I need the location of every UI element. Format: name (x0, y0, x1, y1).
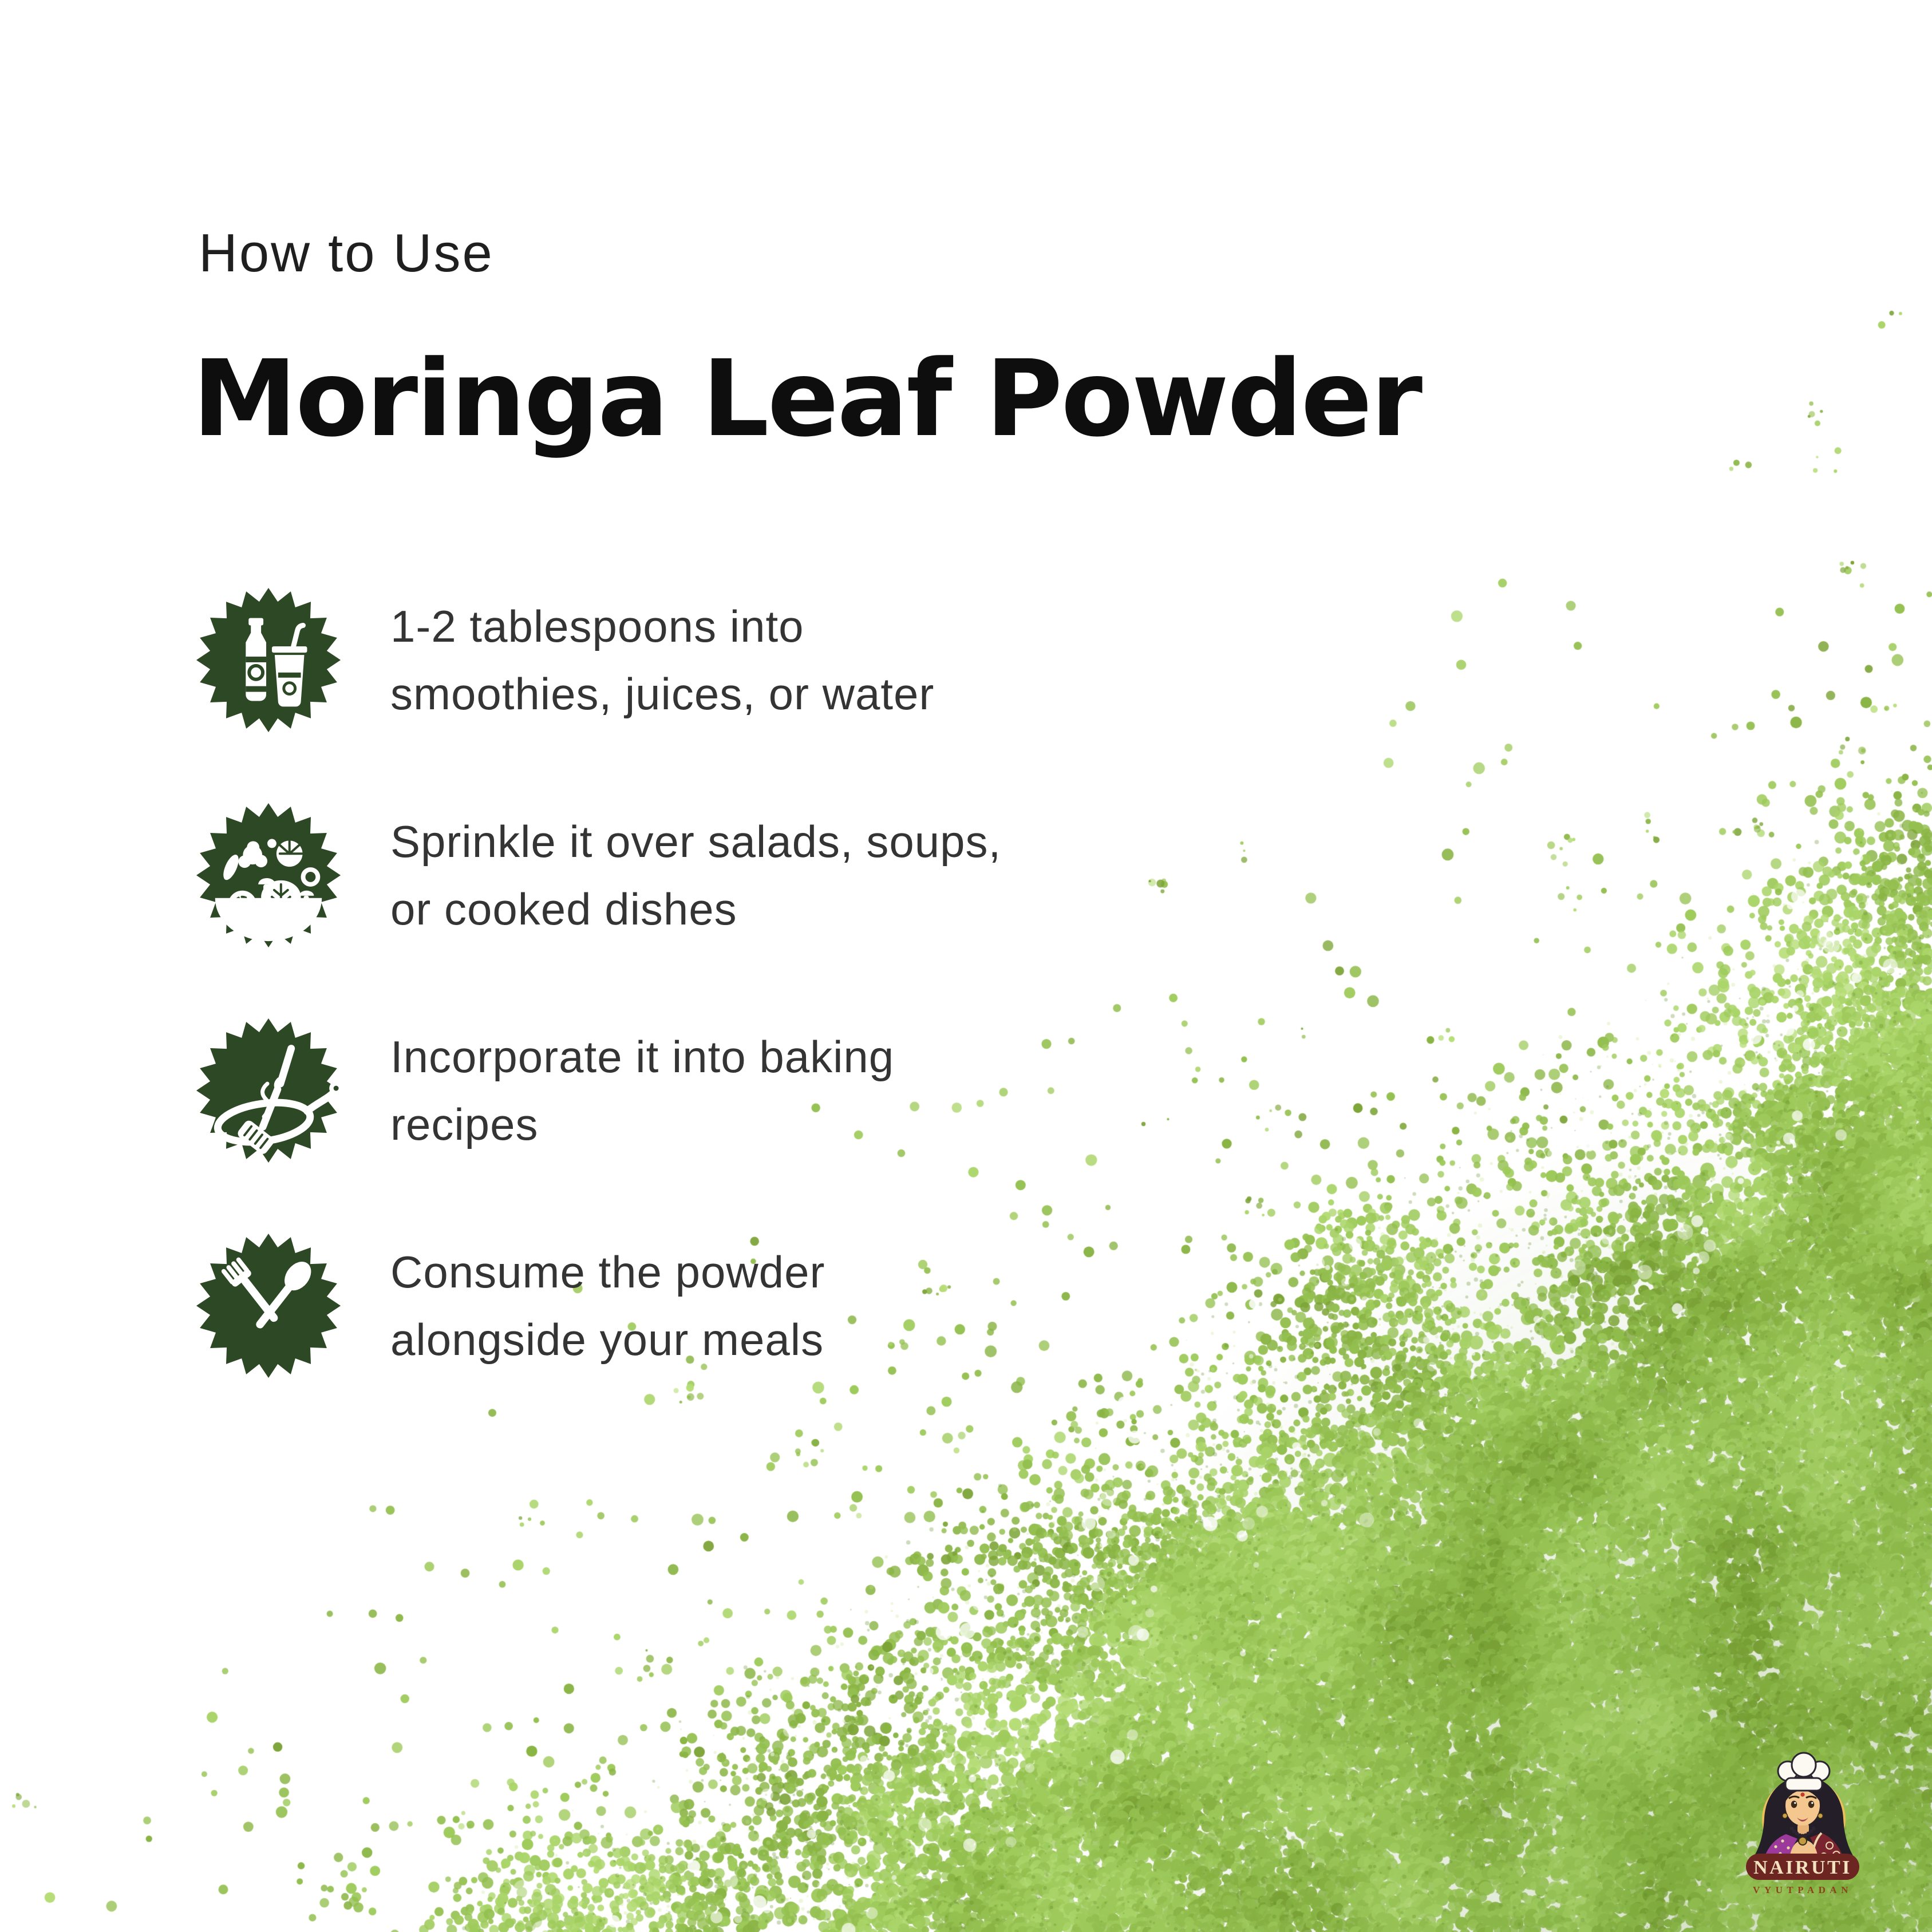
usage-text-line: recipes (390, 1099, 539, 1149)
page-title: Moringa Leaf Powder (192, 338, 1421, 460)
brand-name: NAIRUTI (1753, 1857, 1852, 1878)
usage-item (195, 586, 934, 734)
chef-hat-icon (1778, 1753, 1830, 1791)
usage-item (195, 801, 1001, 949)
usage-text-line: Sprinkle it over salads, soups, (390, 816, 1002, 867)
usage-text (390, 808, 1001, 943)
usage-text-line: Incorporate it into baking (390, 1032, 895, 1082)
usage-text-line: 1-2 tablespoons into (390, 601, 804, 651)
usage-text-line: or cooked dishes (390, 884, 737, 934)
usage-text-line: alongside your meals (390, 1314, 824, 1365)
bindi (1800, 1792, 1804, 1796)
usage-text (390, 1023, 894, 1158)
usage-item (195, 1232, 825, 1380)
eyebrow-heading: How to Use (199, 223, 494, 283)
meals-badge-icon (195, 1232, 342, 1380)
usage-text-line: smoothies, juices, or water (390, 669, 935, 719)
usage-text (390, 592, 934, 728)
nairuti-logo (1729, 1735, 1872, 1923)
usage-text (390, 1238, 825, 1373)
salad-badge-icon (195, 801, 342, 949)
brand-tagline: VYUTPADAN (1753, 1884, 1852, 1895)
usage-text-line: Consume the powder (390, 1247, 825, 1297)
usage-item (195, 1017, 894, 1164)
pendant (1799, 1837, 1807, 1845)
baking-badge-icon (195, 1017, 342, 1164)
drinks-badge-icon (195, 586, 342, 734)
